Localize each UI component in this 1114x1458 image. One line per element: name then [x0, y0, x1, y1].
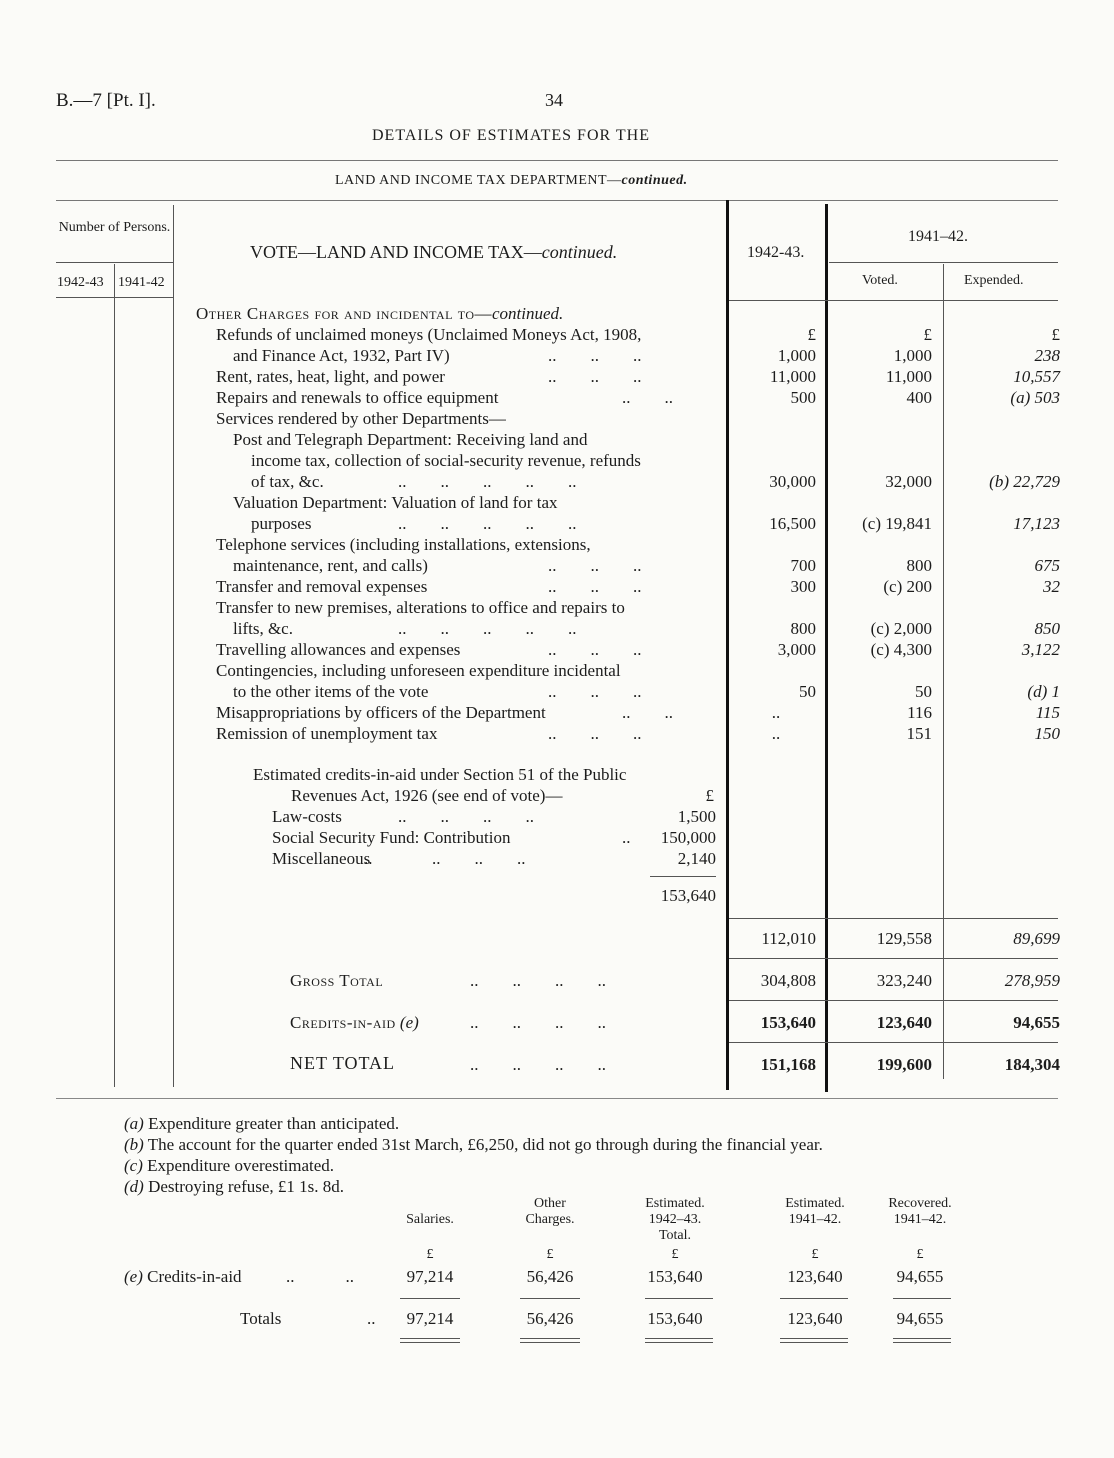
value-1942: 30,000: [769, 472, 816, 491]
currency-1942: £: [807, 325, 816, 344]
subtotal-expended: 89,699: [1013, 929, 1060, 948]
expended-heading: Expended.: [964, 273, 1024, 288]
leader-dots: .. .. ..: [548, 556, 642, 575]
summary-currency: £: [546, 1247, 554, 1262]
credits-in-aid-label: Credits-in-aid (e): [290, 1013, 419, 1032]
leader-dots: .. .. ..: [548, 367, 642, 386]
value-voted: 400: [906, 388, 932, 407]
credits-intro-line: Revenues Act, 1926 (see end of vote)—: [291, 786, 563, 805]
item-line: Remission of unemployment tax: [216, 724, 438, 743]
net-total-1942: 151,168: [760, 1055, 816, 1074]
summary-currency: £: [811, 1247, 819, 1262]
item-line: income tax, collection of social-security revenue, refunds: [251, 451, 641, 470]
vote-column-divider: [726, 200, 729, 1090]
gross-total-voted: 323,240: [876, 971, 932, 990]
credits-currency: £: [705, 786, 714, 805]
persons-years-divider: [114, 264, 115, 1087]
value-1942: 11,000: [769, 367, 816, 386]
value-voted: 11,000: [885, 367, 932, 386]
credits-in-aid-voted: 123,640: [876, 1013, 932, 1032]
footnote-d: (d) Destroying refuse, £1 1s. 8d.: [124, 1177, 345, 1196]
net-total-expended: 184,304: [1004, 1055, 1060, 1074]
summary-estimated-1941: 123,640: [787, 1267, 843, 1286]
leader-dots: .. .. .. ..: [470, 1055, 606, 1074]
item-line: of tax, &c.: [251, 472, 324, 491]
summary-other-charges: 56,426: [526, 1267, 574, 1286]
value-expended: 850: [1034, 619, 1060, 638]
leader-dots: .. ..: [622, 703, 673, 722]
value-voted: 32,000: [885, 472, 932, 491]
leader-dots: .. .. .. ..: [398, 807, 534, 826]
credits-row-value: 1,500: [677, 807, 716, 826]
value-voted: 1,000: [893, 346, 932, 365]
item-line: Misappropriations by officers of the Department: [216, 703, 546, 722]
summary-total-estimated-1942: 153,640: [647, 1309, 703, 1328]
value-voted: 800: [906, 556, 932, 575]
value-voted: 116: [907, 703, 932, 722]
credits-row-label: Law-costs: [272, 807, 342, 826]
summary-total-salaries: 97,214: [406, 1309, 454, 1328]
summary-heading-estimated-1941: Estimated. 1941–42.: [785, 1196, 845, 1227]
number-of-persons-heading: Number of Persons.: [58, 220, 171, 235]
col-1942-43-heading: 1942-43.: [747, 244, 805, 261]
gross-total-expended: 278,959: [1004, 971, 1060, 990]
item-line: Telephone services (including installations, extensions,: [216, 535, 591, 554]
summary-total-other-charges: 56,426: [526, 1309, 574, 1328]
leader-dots: .. .. ..: [548, 682, 642, 701]
value-1942: 500: [790, 388, 816, 407]
value-expended: 10,557: [1013, 367, 1060, 386]
value-voted: (c) 2,000: [870, 619, 932, 638]
summary-recovered-1941: 94,655: [896, 1267, 944, 1286]
value-expended: 32: [1043, 577, 1060, 596]
gross-total-1942: 304,808: [760, 971, 816, 990]
item-line: Transfer to new premises, alterations to office and repairs to: [216, 598, 625, 617]
page-number: 34: [545, 90, 563, 110]
section-heading: Other Charges for and incidental to—continued.: [196, 304, 564, 323]
credits-row-value: 150,000: [660, 828, 716, 847]
value-expended: 238: [1034, 346, 1060, 365]
summary-heading-estimated-1942: Estimated. 1942–43. Total.: [645, 1196, 705, 1243]
footnote-c: (c) Expenditure overestimated.: [124, 1156, 335, 1175]
leader-dots: .. .. .. .. ..: [398, 472, 577, 491]
vote-title: VOTE—LAND AND INCOME TAX—continued.: [250, 242, 618, 262]
value-voted: 50: [915, 682, 932, 701]
item-line: purposes: [251, 514, 312, 533]
leader-dots: .. .. .. ..: [470, 1013, 606, 1032]
footnote-a: (a) Expenditure greater than anticipated.: [124, 1114, 400, 1133]
item-line: Transfer and removal expenses: [216, 577, 428, 596]
leader-dots: .. .. ..: [548, 346, 642, 365]
value-expended: (a) 503: [1010, 388, 1060, 407]
summary-heading-recovered-1941: Recovered. 1941–42.: [888, 1196, 952, 1227]
leader-dots: .. .. ..: [548, 640, 642, 659]
item-line: lifts, &c.: [233, 619, 293, 638]
voted-heading: Voted.: [862, 273, 898, 288]
value-expended: 115: [1035, 703, 1060, 722]
item-line: Contingencies, including unforeseen expenditure incidental: [216, 661, 621, 680]
summary-totals-label: Totals: [240, 1309, 282, 1328]
leader-dots: .. .. .. ..: [470, 971, 606, 990]
leader-dots: .. .. .. .. ..: [398, 514, 577, 533]
summary-heading-other-charges: Other Charges.: [525, 1196, 575, 1227]
item-line: Rent, rates, heat, light, and power: [216, 367, 445, 386]
value-expended: 17,123: [1013, 514, 1060, 533]
leader-dots: .. .. ..: [548, 577, 642, 596]
value-1942: 3,000: [777, 640, 816, 659]
value-expended: 675: [1034, 556, 1060, 575]
value-voted: 151: [906, 724, 932, 743]
leader-dots: .. .. .. ..: [364, 849, 526, 868]
value-1942: 50: [799, 682, 816, 701]
summary-total-estimated-1941: 123,640: [787, 1309, 843, 1328]
summary-estimated-1942: 153,640: [647, 1267, 703, 1286]
item-line: Refunds of unclaimed moneys (Unclaimed Moneys Act, 1908,: [216, 325, 642, 344]
subtotal-1942: 112,010: [761, 929, 816, 948]
persons-year-1941: 1941-42: [118, 275, 165, 290]
leader-dots: .. .. ..: [548, 724, 642, 743]
gross-total-label: Gross Total: [290, 971, 384, 990]
credits-intro-line: Estimated credits-in-aid under Section 51 of the Public: [253, 765, 627, 784]
value-1942: ..: [771, 703, 781, 722]
persons-column-divider: [173, 205, 174, 1087]
value-voted: (c) 19,841: [862, 514, 932, 533]
value-1942: 16,500: [769, 514, 816, 533]
persons-year-1942: 1942-43: [57, 275, 104, 290]
value-1942: 800: [790, 619, 816, 638]
value-expended: (b) 22,729: [989, 472, 1060, 491]
summary-salaries: 97,214: [406, 1267, 454, 1286]
leader-dots: ..: [622, 828, 631, 847]
item-line: maintenance, rent, and calls): [233, 556, 428, 575]
credits-total: 153,640: [660, 886, 716, 905]
department-subtitle: LAND AND INCOME TAX DEPARTMENT—continued.: [335, 173, 688, 188]
summary-row-label: (e) Credits-in-aid: [124, 1267, 242, 1286]
currency-expended: £: [1051, 325, 1060, 344]
value-1942: 700: [790, 556, 816, 575]
value-voted: (c) 4,300: [870, 640, 932, 659]
document-reference: B.—7 [Pt. I].: [56, 90, 156, 111]
item-line: to the other items of the vote: [233, 682, 429, 701]
value-1942: ..: [771, 724, 781, 743]
value-1942: 300: [790, 577, 816, 596]
credits-row-value: 2,140: [677, 849, 716, 868]
item-line: Post and Telegraph Department: Receiving land and: [233, 430, 588, 449]
value-expended: 150: [1034, 724, 1060, 743]
voted-expended-divider: [943, 264, 944, 1079]
item-line: Valuation Department: Valuation of land for tax: [233, 493, 558, 512]
credits-row-label: Social Security Fund: Contribution: [272, 828, 511, 847]
item-line: Travelling allowances and expenses: [216, 640, 461, 659]
col-1941-42-heading: 1941–42.: [908, 228, 968, 245]
footnote-b: (b) The account for the quarter ended 31st March, £6,250, did not go through during the financial year.: [124, 1135, 823, 1154]
summary-currency: £: [426, 1247, 434, 1262]
item-line: Services rendered by other Departments—: [216, 409, 506, 428]
currency-voted: £: [923, 325, 932, 344]
credits-in-aid-1942: 153,640: [760, 1013, 816, 1032]
leader-dots: .. ..: [622, 388, 673, 407]
subtotal-voted: 129,558: [876, 929, 932, 948]
leader-dots: ..: [367, 1309, 376, 1328]
summary-total-recovered-1941: 94,655: [896, 1309, 944, 1328]
value-expended: 3,122: [1021, 640, 1060, 659]
summary-currency: £: [671, 1247, 679, 1262]
item-line: Repairs and renewals to office equipment: [216, 388, 499, 407]
summary-currency: £: [916, 1247, 924, 1262]
value-expended: (d) 1: [1027, 682, 1060, 701]
summary-heading-salaries: Salaries.: [406, 1212, 454, 1227]
leader-dots: .. ..: [286, 1267, 354, 1286]
item-line: and Finance Act, 1932, Part IV): [233, 346, 450, 365]
credits-in-aid-expended: 94,655: [1013, 1013, 1060, 1032]
leader-dots: .. .. .. .. ..: [398, 619, 577, 638]
net-total-label: NET TOTAL: [290, 1053, 396, 1073]
credits-row-label: Miscellaneous: [272, 849, 371, 868]
net-total-voted: 199,600: [876, 1055, 932, 1074]
value-1942: 1,000: [777, 346, 816, 365]
value-voted: (c) 200: [883, 577, 932, 596]
page-title: DETAILS OF ESTIMATES FOR THE: [372, 127, 650, 144]
